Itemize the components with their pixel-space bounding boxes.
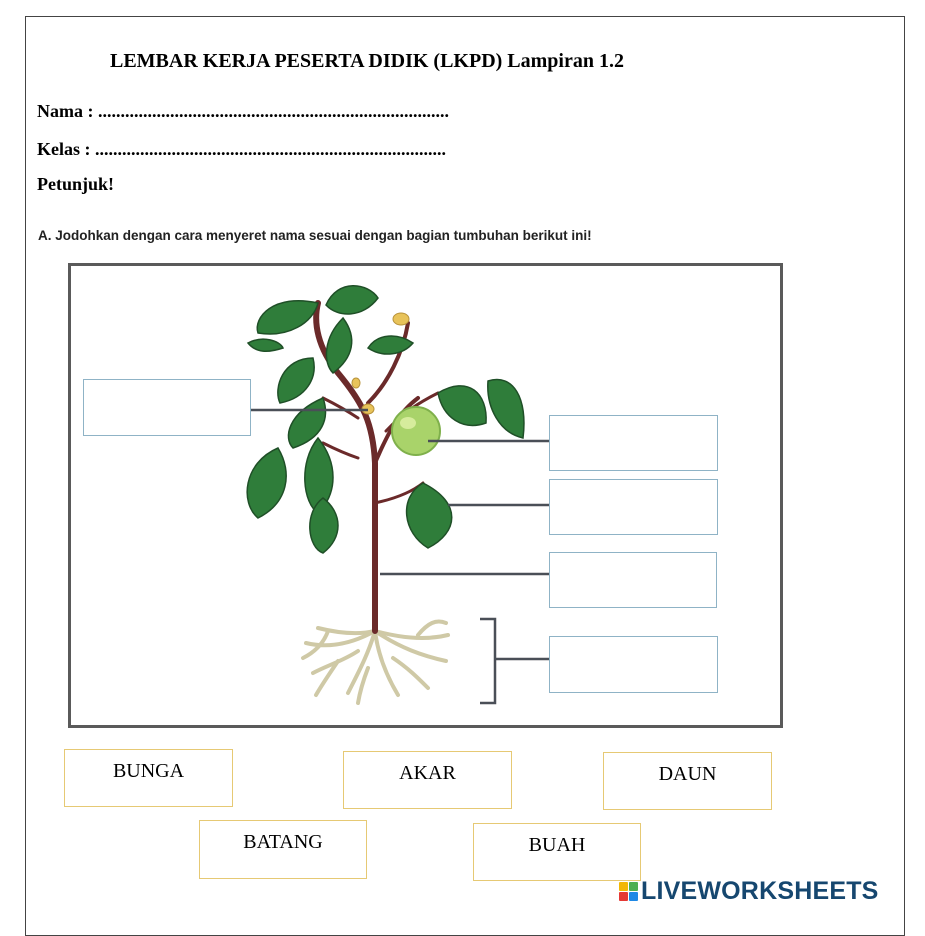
chip-daun[interactable]: DAUN [603, 752, 772, 810]
liveworksheets-brand [619, 877, 879, 906]
instruction-text: A. Jodohkan dengan cara menyeret nama sesuai dengan bagian tumbuhan berikut ini! [38, 228, 592, 243]
drop-target-flower[interactable] [83, 379, 251, 436]
brand-name: LIVEWORKSHEETS [641, 877, 879, 905]
pointer-lines [249, 410, 550, 703]
drop-target-root[interactable] [549, 636, 718, 693]
kelas-field-label: Kelas : .............................................................................. [37, 139, 446, 159]
drop-target-leaf[interactable] [549, 479, 718, 535]
chip-buah[interactable]: BUAH [473, 823, 641, 881]
fruit-illustration [392, 407, 440, 455]
leaves-illustration [247, 286, 524, 553]
chip-akar[interactable]: AKAR [343, 751, 512, 809]
drop-target-stem[interactable] [549, 552, 717, 608]
liveworksheets-logo-icon [619, 882, 638, 901]
chip-bunga[interactable]: BUNGA [64, 749, 233, 807]
worksheet-title: LEMBAR KERJA PESERTA DIDIK (LKPD) Lampiran 1.2 [110, 50, 624, 72]
petunjuk-label: Petunjuk! [37, 174, 115, 194]
nama-field-label: Nama : .............................................................................. [37, 101, 449, 121]
flower-illustration [352, 313, 409, 414]
chip-batang[interactable]: BATANG [199, 820, 367, 879]
drop-target-fruit[interactable] [549, 415, 718, 471]
